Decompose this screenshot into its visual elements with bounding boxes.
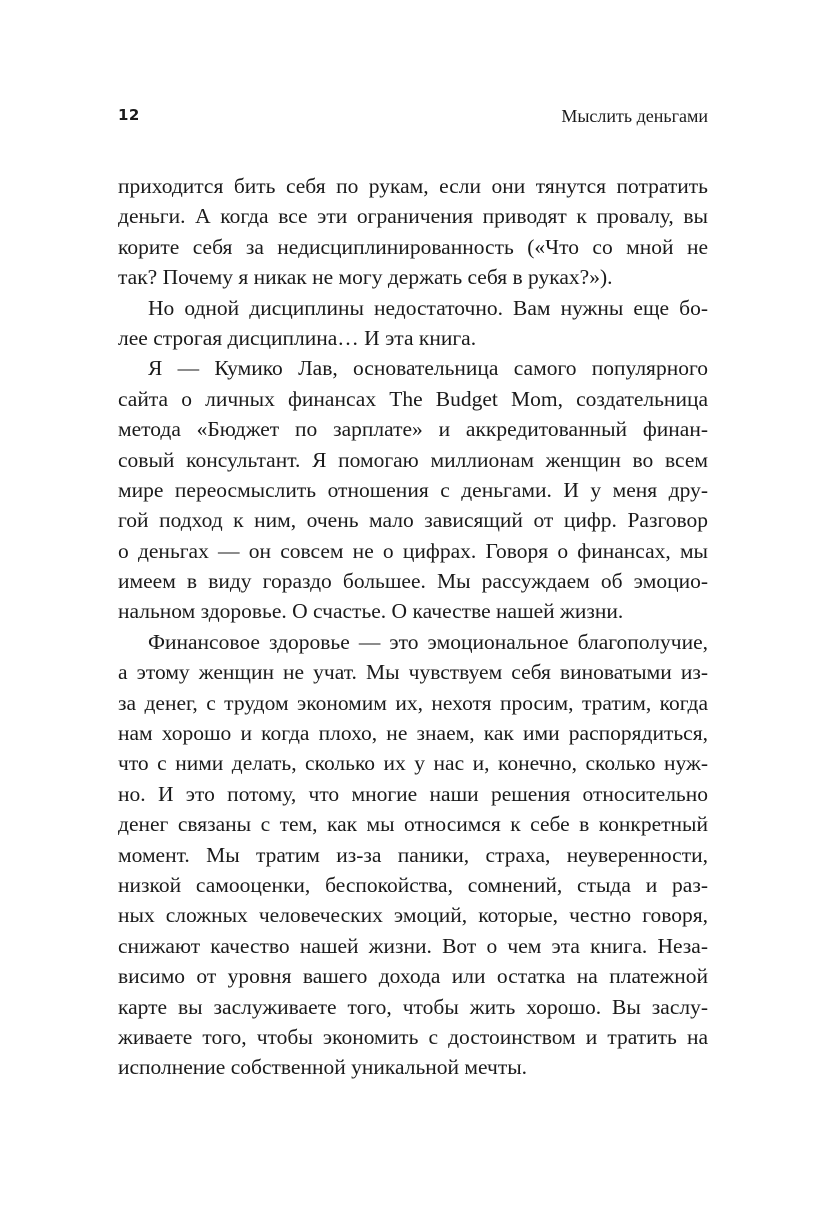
text-line: деньги. А когда все эти ограничения приводят к провалу, вы: [118, 204, 708, 229]
text-line: денег связаны с тем, как мы относимся к себе в конкретный: [118, 812, 708, 837]
paragraph-3: [118, 353, 708, 627]
text-line: карте вы заслуживаете того, чтобы жить хорошо. Вы заслу-: [118, 994, 708, 1019]
text-line: так? Почему я никак не могу держать себя в руках?»).: [118, 265, 613, 290]
text-line: метода «Бюджет по зарплате» и аккредитованный финан-: [118, 417, 708, 442]
text-line: лее строгая дисциплина… И эта книга.: [118, 325, 477, 350]
text-line: Но одной дисциплины недостаточно. Вам нужны еще бо-: [148, 295, 708, 320]
text-line: приходится бить себя по рукам, если они тянутся потратить: [118, 174, 708, 198]
text-line: исполнение собственной уникальной мечты.: [118, 1055, 528, 1080]
text-line: мире переосмыслить отношения с деньгами. И у меня дру-: [118, 477, 708, 502]
text-line: за денег, с трудом экономим их, нехотя просим, тратим, когда: [118, 690, 708, 715]
text-line: корите себя за недисциплинированность («Что со мной не: [118, 234, 708, 259]
text-line: снижают качество нашей жизни. Вот о чем эта книга. Неза-: [118, 933, 708, 958]
text-line: что с ними делать, сколько их у нас и, конечно, сколько нуж-: [118, 751, 708, 776]
text-line: низкой самооценки, беспокойства, сомнений, стыда и раз-: [118, 872, 708, 897]
text-line: живаете того, чтобы экономить с достоинством и тратить на: [118, 1024, 708, 1049]
paragraph-4: [118, 627, 708, 1083]
text-line: совый консультант. Я помогаю миллионам женщин во всем: [118, 447, 708, 472]
text-line: нальном здоровье. О счастье. О качестве нашей жизни.: [118, 599, 624, 624]
page-number: 12: [118, 106, 140, 124]
running-head: [118, 106, 708, 130]
text-line: момент. Мы тратим из-за паники, страха, неуверенности,: [118, 842, 708, 867]
text-line: но. И это потому, что многие наши решения относительно: [118, 781, 708, 806]
paragraph-1: [118, 171, 708, 293]
text-line: ных сложных человеческих эмоций, которые, честно говоря,: [118, 903, 708, 928]
text-line: гой подход к ним, очень мало зависящий от цифр. Разговор: [118, 508, 708, 533]
text-line: а этому женщин не учат. Мы чувствуем себя виноватыми из-: [118, 660, 708, 685]
book-title: Мыслить деньгами: [561, 106, 708, 126]
text-line: Финансовое здоровье — это эмоциональное благополучие,: [148, 629, 708, 654]
text-line: Я — Кумико Лав, основательница самого популярного: [148, 356, 708, 381]
text-line: висимо от уровня вашего дохода или остатка на платежной: [118, 964, 708, 989]
text-line: имеем в виду гораздо большее. Мы рассуждаем об эмоцио-: [118, 569, 708, 594]
text-line: о деньгах — он совсем не о цифрах. Говоря о финансах, мы: [118, 538, 708, 563]
paragraph-2: [118, 293, 708, 354]
body-text: [118, 171, 708, 1083]
text-line: сайта о личных финансах The Budget Mom, создательница: [118, 386, 708, 411]
text-line: нам хорошо и когда плохо, не знаем, как ими распорядиться,: [118, 721, 708, 746]
